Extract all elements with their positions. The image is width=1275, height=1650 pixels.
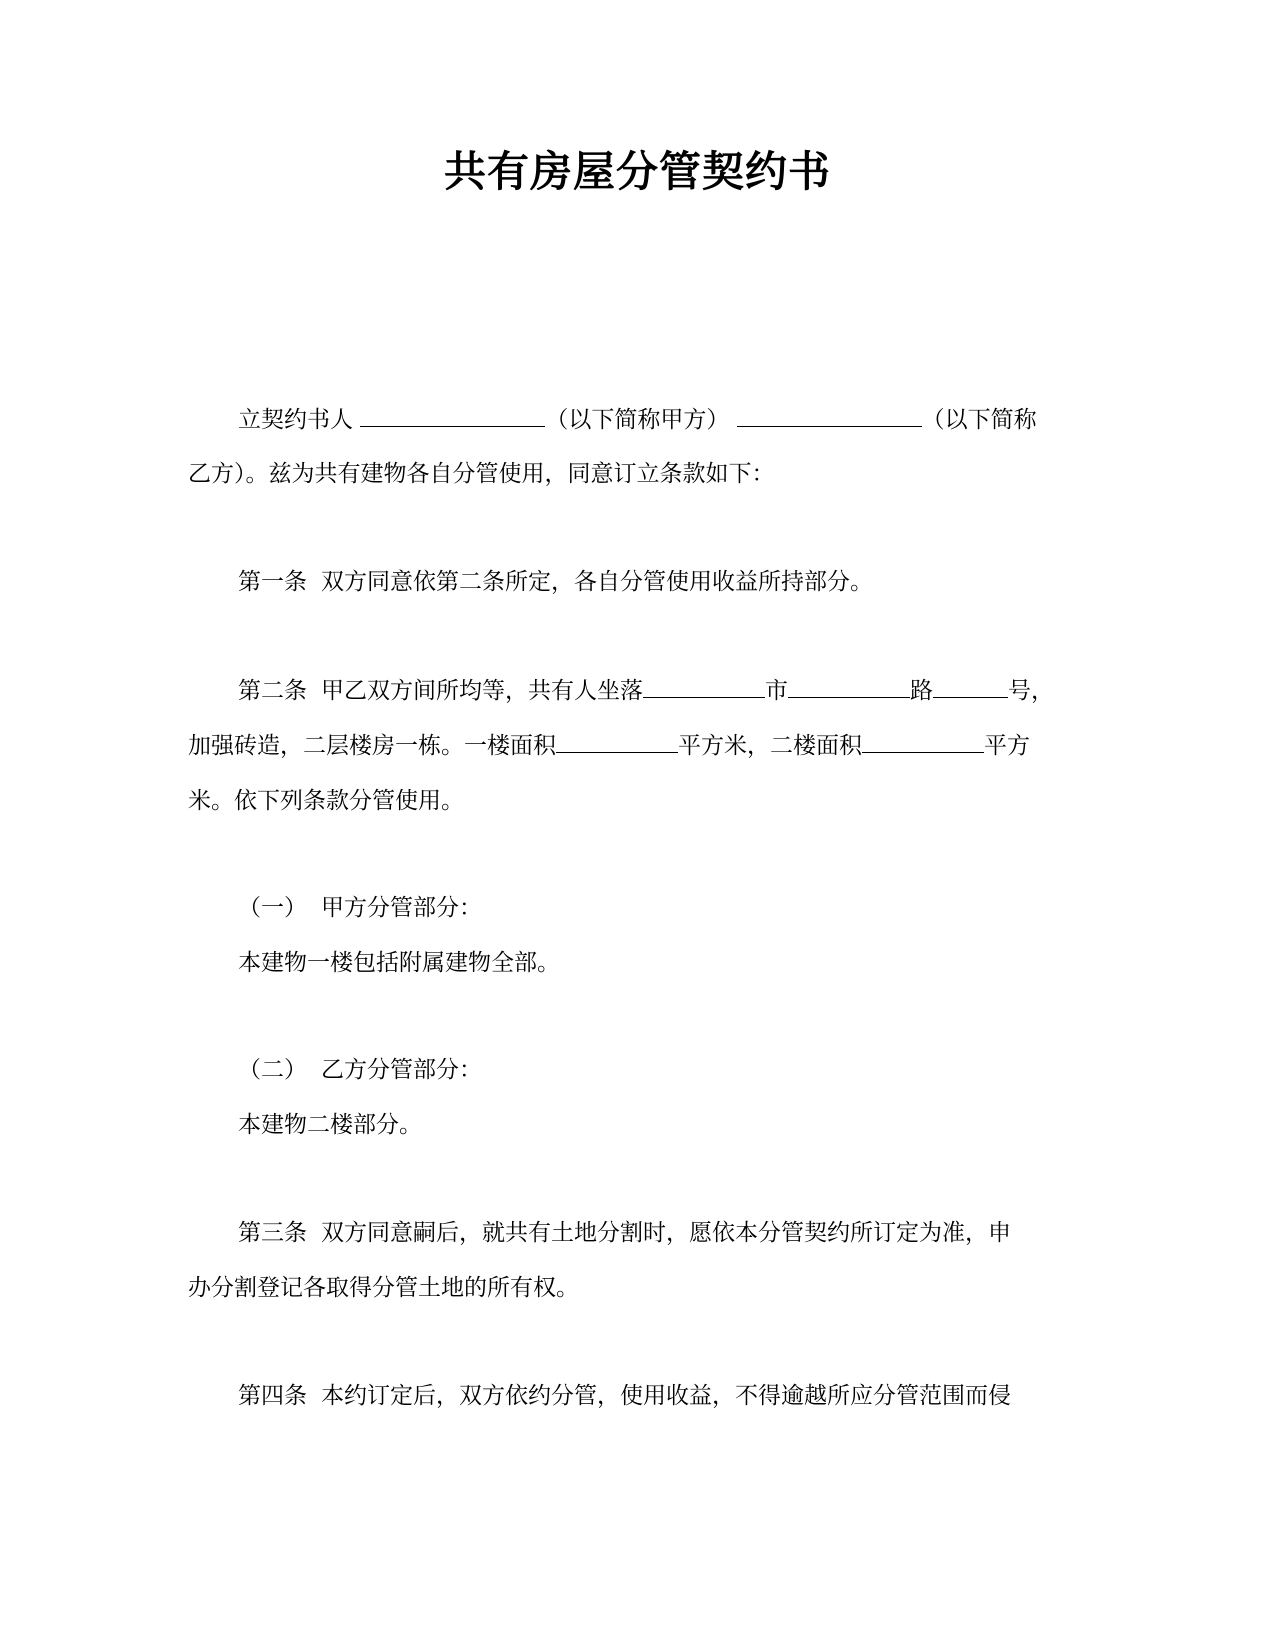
article-2-road-label: 路 xyxy=(910,678,933,704)
part-2-text: 本建物二楼部分。 xyxy=(238,1112,422,1138)
article-2-floor1-label: 加强砖造，二层楼房一栋。一楼面积 xyxy=(188,733,556,759)
city-blank[interactable] xyxy=(643,675,765,698)
intro-party-a-abbrev: （以下简称甲方） xyxy=(545,407,730,433)
article-2-text-a: 甲乙双方间所均等，共有人坐落 xyxy=(321,678,643,704)
article-3-text: 双方同意嗣后，就共有土地分割时，愿依本分管契约所订定为准，申 xyxy=(321,1220,1011,1246)
article-3-line-2: 办分割登记各取得分管土地的所有权。 xyxy=(188,1275,579,1301)
number-blank[interactable] xyxy=(933,675,1008,698)
article-2-label: 第二条 xyxy=(238,678,307,704)
article-1-label: 第一条 xyxy=(238,569,307,595)
article-2-unit-a: 平方 xyxy=(984,733,1030,759)
part-1-label: （一） xyxy=(238,895,307,921)
article-4-label: 第四条 xyxy=(238,1383,307,1409)
article-2-city-label: 市 xyxy=(765,678,788,704)
part-1-heading xyxy=(238,892,1138,924)
article-4-text: 本约订定后，双方依约分管，使用收益，不得逾越所应分管范围而侵 xyxy=(321,1383,1011,1409)
intro-party-label: 立契约书人 xyxy=(238,407,353,433)
party-b-blank[interactable] xyxy=(737,404,922,427)
party-a-blank[interactable] xyxy=(360,404,545,427)
floor2-area-blank[interactable] xyxy=(862,730,984,753)
intro-party-b-abbrev: （以下简称 xyxy=(921,407,1037,433)
part-2-title: 乙方分管部分： xyxy=(321,1057,482,1083)
part-2-heading xyxy=(238,1054,1138,1086)
article-1-text: 双方同意依第二条所定，各自分管使用收益所持部分。 xyxy=(321,569,873,595)
intro-line-1 xyxy=(238,404,1138,436)
article-3-line-1 xyxy=(238,1217,1138,1249)
article-2-floor2-label: 平方米，二楼面积 xyxy=(678,733,862,759)
article-3-label: 第三条 xyxy=(238,1220,307,1246)
document-title: 共有房屋分管契约书 xyxy=(443,147,831,196)
floor1-area-blank[interactable] xyxy=(556,730,678,753)
article-2-line-2 xyxy=(188,730,1088,762)
part-1-text: 本建物一楼包括附属建物全部。 xyxy=(238,950,560,976)
article-2-line-3: 米。依下列条款分管使用。 xyxy=(188,788,464,814)
part-2-label: （二） xyxy=(238,1057,307,1083)
intro-line-2: 乙方）。兹为共有建物各自分管使用，同意订立条款如下： xyxy=(188,461,775,487)
article-2-number-label: 号， xyxy=(1008,678,1054,704)
part-1-title: 甲方分管部分： xyxy=(321,895,482,921)
road-blank[interactable] xyxy=(788,675,910,698)
article-1 xyxy=(238,566,1138,598)
article-4-line-1 xyxy=(238,1380,1138,1412)
article-2-line-1 xyxy=(238,675,1138,707)
